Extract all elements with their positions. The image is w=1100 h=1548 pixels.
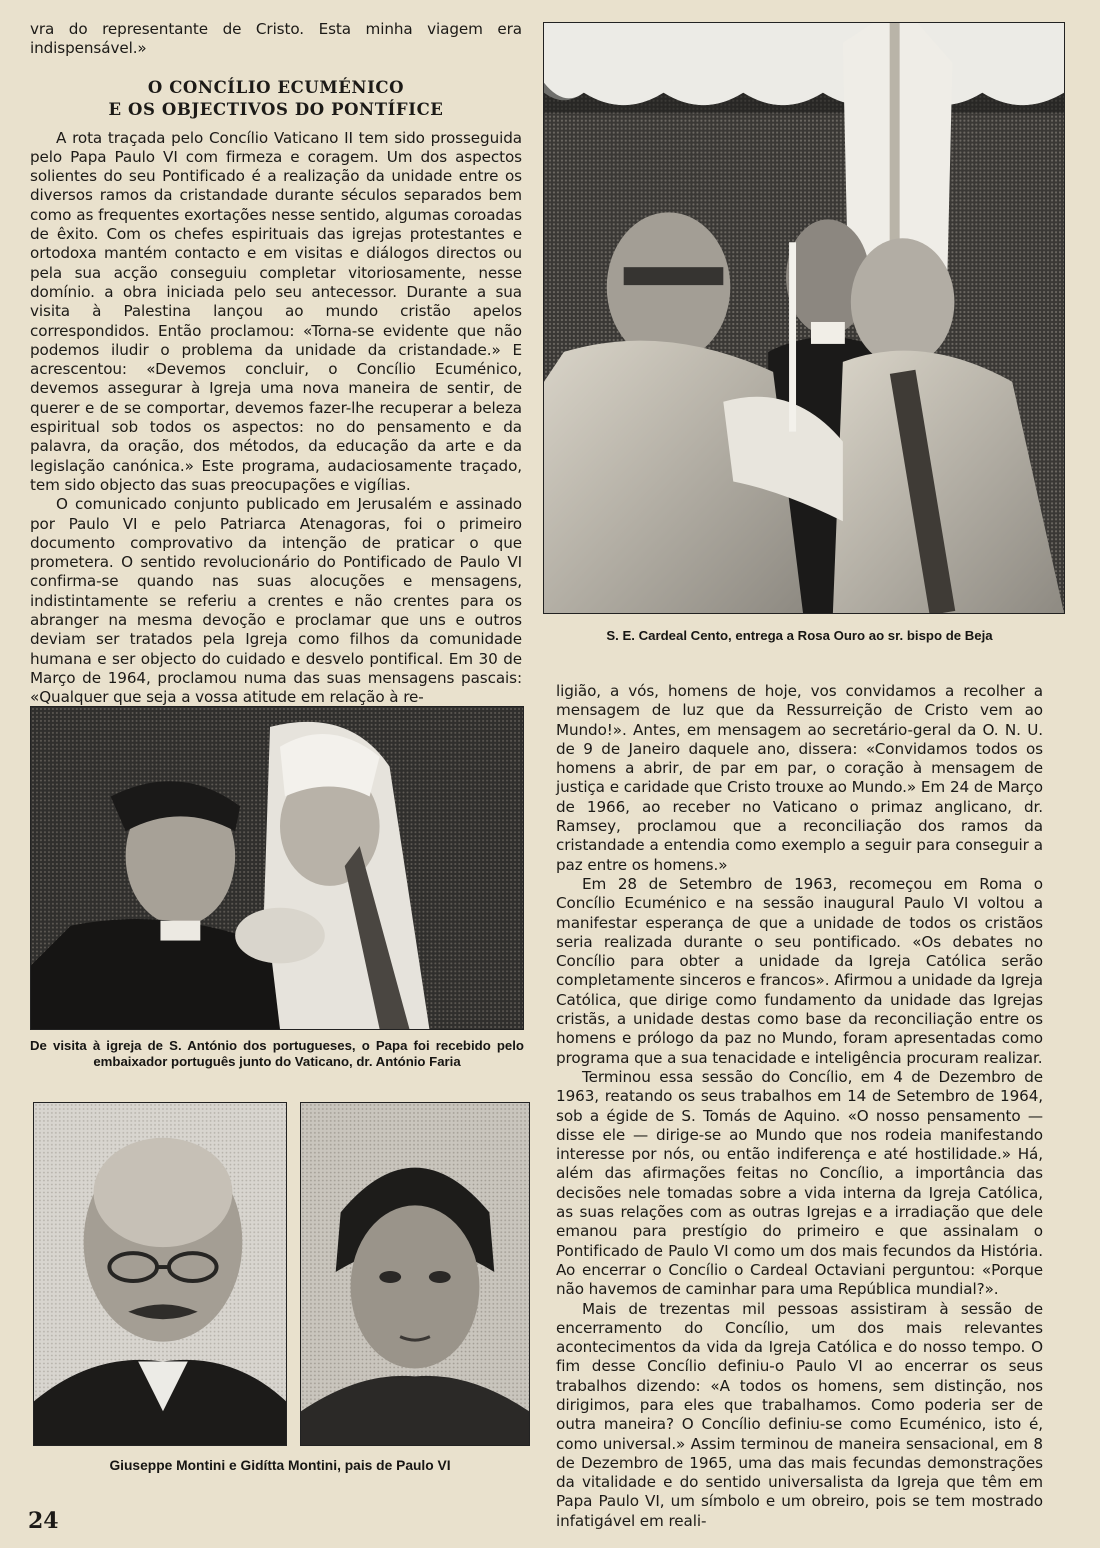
photo-giditta-montini [300, 1102, 530, 1446]
left-paragraph-2: O comunicado conjunto publicado em Jerusalém e assinado por Paulo VI e pelo Patriarca Atenagoras, foi o primeiro documento comprovativo da intenção de praticar o que prometera. O sentido revolucionário do Pontificado de Paulo VI confirma-se quando nas suas alocuções e mensagens, indistintamente se referiu a crentes e não crentes para os abranger na mesma devoção e proclamar que uns e outros deviam ser tratados pela Igreja como filhos da comunidade humana e ser objecto do cuidado e desvelo pontifical. Em 30 de Março de 1964, proclamou numa das suas mensagens pascais: «Qualquer que seja a vossa atitude em relação à re- [30, 495, 522, 707]
section-heading-line1: O CONCÍLIO ECUMÉNICO [147, 77, 405, 97]
right-paragraph-1: ligião, a vós, homens de hoje, vos convidamos a recolher a mensagem de luz que da Ressurreição de Cristo vem ao Mundo!». Antes, em mensagem ao secretário-geral da O. N. U. de 9 de Janeiro daquele ano, dissera: «Convidamos todos os homens a abrir, de par em par, o coração à mensagem de justiça e caridade que Cristo trouxe ao Mundo.» Em 24 de Março de 1966, ao receber no Vaticano o primaz anglicano, dr. Ramsey, proclamou que a reconciliação dos ramos da cristandade a entendia como exemplo a seguir para conseguir a paz entre os homens.» [556, 682, 1043, 874]
right-paragraph-4: Mais de trezentas mil pessoas assistiram à sessão de encerramento do Concílio, um dos mais relevantes acontecimentos da vida da Igreja Católica e do nosso tempo. O fim desse Concílio definiu-o Paulo VI ao encerrar os seus trabalhos dizendo: «A todos os homens, sem distinção, nos dirigimos, para eles que trabalhamos. Como poderia ser de outra maneira? O Concílio definiu-se como Ecuménico, isto é, como universal.» Assim terminou de maneira sensacional, em 8 de Dezembro de 1965, uma das mais fecundas demonstrações da vitalidade e do sentido universalista da Igreja que têm em Papa Paulo VI, um símbolo e um obreiro, pois se tem mostrado infatigável em reali- [556, 1299, 1043, 1530]
photo-cardinal-cento [543, 22, 1065, 614]
right-paragraph-3: Terminou essa sessão do Concílio, em 4 de Dezembro de 1963, reatando os seus trabalhos em 14 de Setembro de 1964, sob a égide de S. Tomás de Aquino. «O nosso pensamento — disse ele — dirige-se ao Mundo que nos rodeia manifestando interesse por nós, ou então indiferença e até hostilidade.» Há, além das afirmações feitas no Concílio, a importância das decisões nele tomadas sobre a vida interna da Igreja Católica, as suas relações com as outras Igrejas e a irradiação que dele emanou para prestígio do primeiro e que assinalam o Pontificado de Paulo VI como um dos mais fecundos da História. Ao encerrar o Concílio o Cardeal Octaviani perguntou: «Porque não havemos de caminhar para uma República mundial?». [556, 1067, 1043, 1299]
caption-ambassador-faria: De visita à igreja de S. António dos portugueses, o Papa foi recebido pelo embaixador português junto do Vaticano, dr. António Faria [30, 1038, 524, 1069]
photo-pope-ambassador [30, 706, 524, 1030]
photo-giuseppe-montini [33, 1102, 287, 1446]
left-column-text [30, 20, 522, 708]
page-number: 24 [28, 1508, 59, 1534]
section-heading [30, 77, 522, 121]
section-heading-line2: E OS OBJECTIVOS DO PONTÍFICE [108, 99, 444, 119]
right-paragraph-2: Em 28 de Setembro de 1963, recomeçou em Roma o Concílio Ecuménico e na sessão inaugural Paulo VI voltou a manifestar esperança de que a unidade de todos os cristãos seria realizada durante o seu pontificado. «Os debates no Concílio para obter a unidade da Igreja Católica serão completamente sinceros e francos». Afirmou a unidade da Igreja Católica, que dirige como fundamento da unidade das Igrejas cristãs, a unidade destas como base da reconciliação entre os homens e prólogo da paz no Mundo, foram apresentadas como programa que a sua tenacidade e inteligência procuram realizar. [556, 874, 1043, 1067]
intro-text: vra do representante de Cristo. Esta minha viagem era indispensável.» [30, 20, 522, 58]
left-paragraph-1: A rota traçada pelo Concílio Vaticano II tem sido prosseguida pelo Papa Paulo VI com firmeza e coragem. Um dos aspectos solientes do seu Pontificado é a realização da unidade entre os diversos ramos da cristandade durante séculos separados bem como as frequentes exortações nesse sentido, algumas coroadas de êxito. Com os chefes espirituais das igrejas protestantes e ortodoxa mantém contacto e em visitas e diálogos directos ou pela sua acção conseguiu completar vitoriosamente, nesse domínio. a obra iniciada pelo seu antecessor. Durante a sua visita à Palestina lançou ao mundo cristão apelos correspondidos. Então proclamou: «Torna-se evidente que não podemos iludir o problema da unidade da cristandade.» E acrescentou: «Devemos concluir, o Concílio Ecuménico, devemos assegurar à Igreja uma nova maneira de sentir, de querer e de se comportar, devemos fazer-lhe recuperar a beleza espiritual sob todos os aspectos: no do pensamento e da palavra, da oração, dos métodos, da educação da arte e da legislação canónica.» Este programa, audaciosamente traçado, tem sido objecto das suas preocupações e vigílias. [30, 128, 522, 494]
right-column-text [556, 682, 1043, 1531]
caption-montini-parents: Giuseppe Montini e Gidítta Montini, pais de Paulo VI [109, 1458, 451, 1473]
caption-cardinal-cento: S. E. Cardeal Cento, entrega a Rosa Ouro ao sr. bispo de Beja [606, 628, 993, 643]
